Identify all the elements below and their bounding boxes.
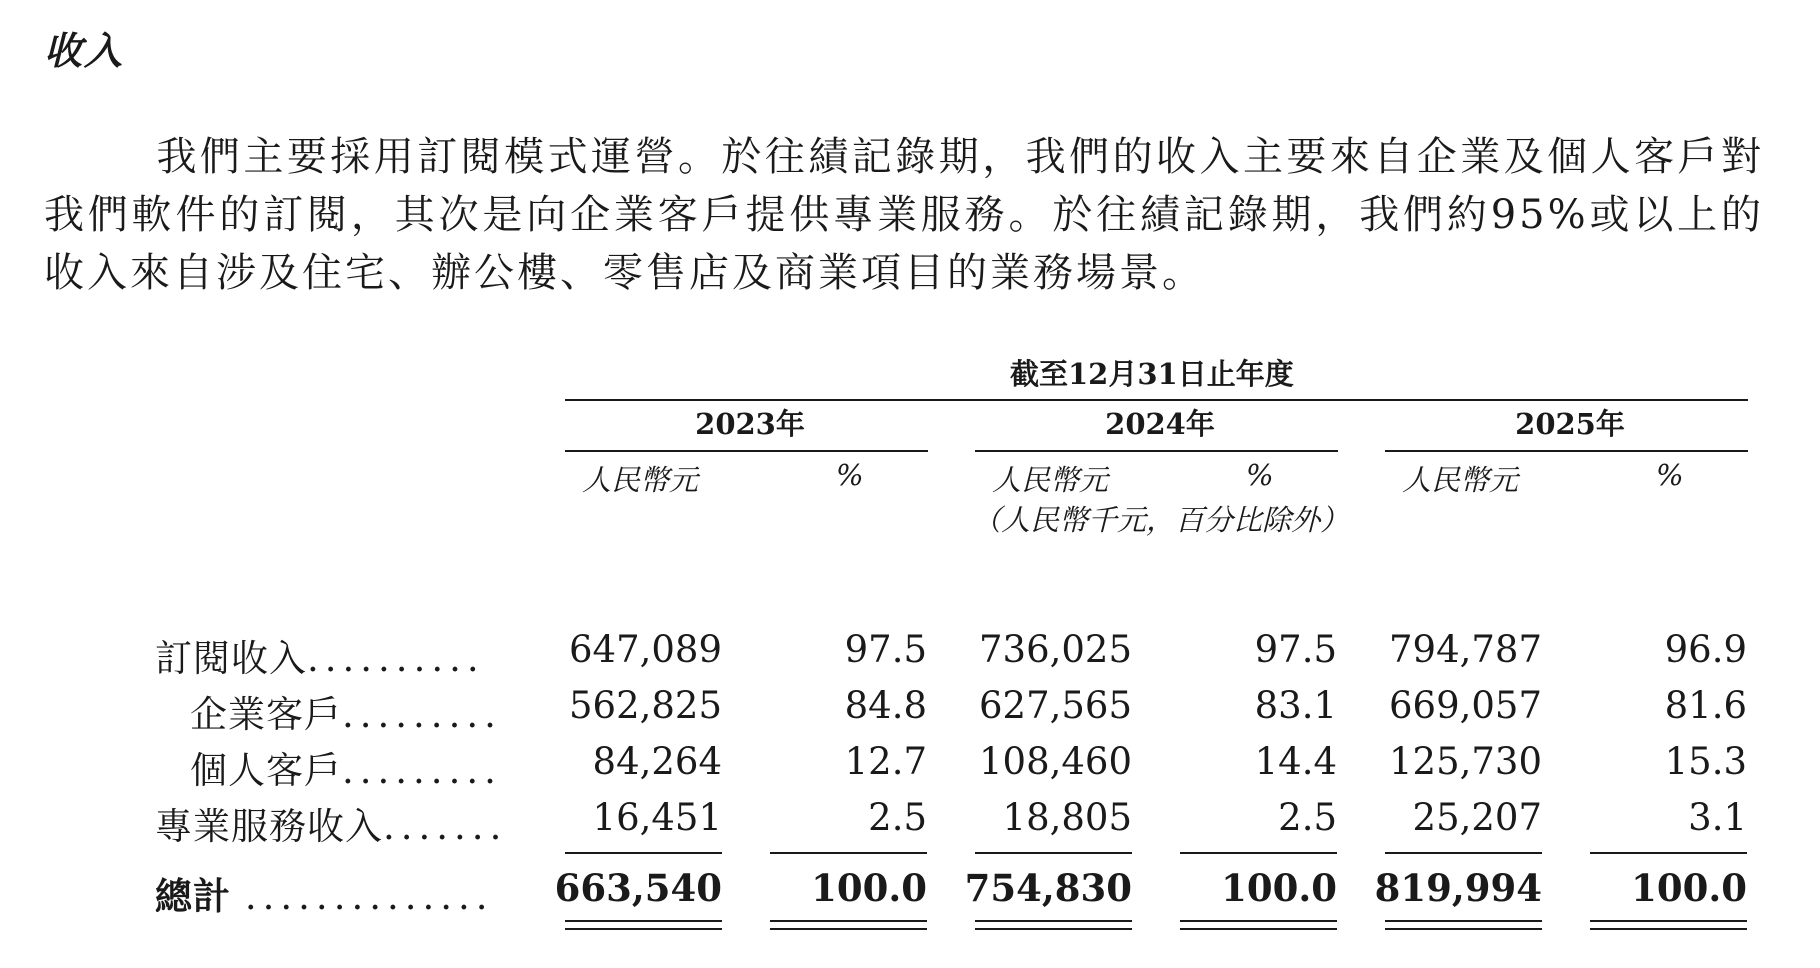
section-heading: 收入	[44, 28, 125, 73]
cell: 96.9	[1664, 628, 1747, 671]
cell: 15.3	[1664, 740, 1747, 783]
row-label-individual: 個人客戶.........	[190, 749, 502, 792]
cell: 16,451	[592, 796, 722, 839]
cell: 2.5	[1278, 796, 1337, 839]
cell: 84,264	[592, 740, 722, 783]
total-double-rule	[1590, 928, 1747, 930]
year-header-2024: 2024年	[1105, 407, 1215, 441]
percent-label-2025: %	[1656, 458, 1684, 492]
total-cell: 100.0	[1631, 866, 1747, 910]
total-double-rule	[565, 928, 722, 930]
row-label-professional-services: 專業服務收入.......	[155, 805, 508, 848]
total-double-rule	[975, 928, 1132, 930]
cell: 647,089	[568, 628, 722, 671]
percent-label-2024: %	[1246, 458, 1274, 492]
cell: 84.8	[844, 684, 927, 727]
cell: 14.4	[1254, 740, 1337, 783]
cell: 669,057	[1388, 684, 1542, 727]
percent-label-2023: %	[836, 458, 864, 492]
subtotal-rule	[1180, 852, 1337, 854]
total-cell: 819,994	[1374, 866, 1542, 910]
subtotal-rule	[1590, 852, 1747, 854]
year-header-2025: 2025年	[1515, 407, 1625, 441]
total-double-rule	[1385, 928, 1542, 930]
cell: 108,460	[978, 740, 1132, 783]
cell: 97.5	[844, 628, 927, 671]
subtotal-rule	[770, 852, 927, 854]
year-rule-2025	[1385, 450, 1748, 452]
subtotal-rule	[975, 852, 1132, 854]
total-double-rule	[1590, 920, 1747, 922]
total-double-rule	[770, 920, 927, 922]
total-cell: 100.0	[811, 866, 927, 910]
year-rule-2024	[975, 450, 1338, 452]
cell: 97.5	[1254, 628, 1337, 671]
cell: 562,825	[568, 684, 722, 727]
total-double-rule	[975, 920, 1132, 922]
cell: 2.5	[868, 796, 927, 839]
subtotal-rule	[1385, 852, 1542, 854]
cell: 794,787	[1388, 628, 1542, 671]
cell: 25,207	[1412, 796, 1542, 839]
row-label-subscription: 訂閱收入..........	[155, 637, 485, 680]
paragraph-text: 我們主要採用訂閱模式運營。於往績記錄期，我們的收入主要來自企業及個人客戶對我們軟件的訂閱，其次是向企業客戶提供專業服務。於往績記錄期，我們約95%或以上的收入來自涉及住宅、辦公樓、零售店及商業項目的業務場景。	[44, 134, 1764, 296]
row-label-total: 總計 ..............	[155, 874, 494, 918]
total-cell: 663,540	[554, 866, 722, 910]
total-double-rule	[1180, 920, 1337, 922]
currency-label-2025: 人民幣元	[1402, 463, 1519, 497]
cell: 125,730	[1388, 740, 1542, 783]
unit-note: （人民幣千元，百分比除外）	[972, 503, 1350, 537]
cell: 81.6	[1664, 684, 1747, 727]
cell: 736,025	[978, 628, 1132, 671]
total-double-rule	[1385, 920, 1542, 922]
total-double-rule	[1180, 928, 1337, 930]
currency-label-2023: 人民幣元	[582, 463, 699, 497]
total-cell: 100.0	[1221, 866, 1337, 910]
cell: 12.7	[844, 740, 927, 783]
total-double-rule	[565, 920, 722, 922]
row-label-enterprise: 企業客戶.........	[190, 693, 502, 736]
cell: 3.1	[1688, 796, 1747, 839]
cell: 18,805	[1002, 796, 1132, 839]
year-header-2023: 2023年	[695, 407, 805, 441]
header-rule	[565, 399, 1748, 401]
total-cell: 754,830	[964, 866, 1132, 910]
currency-label-2024: 人民幣元	[992, 463, 1109, 497]
period-header: 截至12月31日止年度	[1010, 357, 1294, 391]
cell: 83.1	[1254, 684, 1337, 727]
intro-paragraph	[44, 128, 1764, 302]
cell: 627,565	[978, 684, 1132, 727]
total-double-rule	[770, 928, 927, 930]
subtotal-rule	[565, 852, 722, 854]
year-rule-2023	[565, 450, 928, 452]
